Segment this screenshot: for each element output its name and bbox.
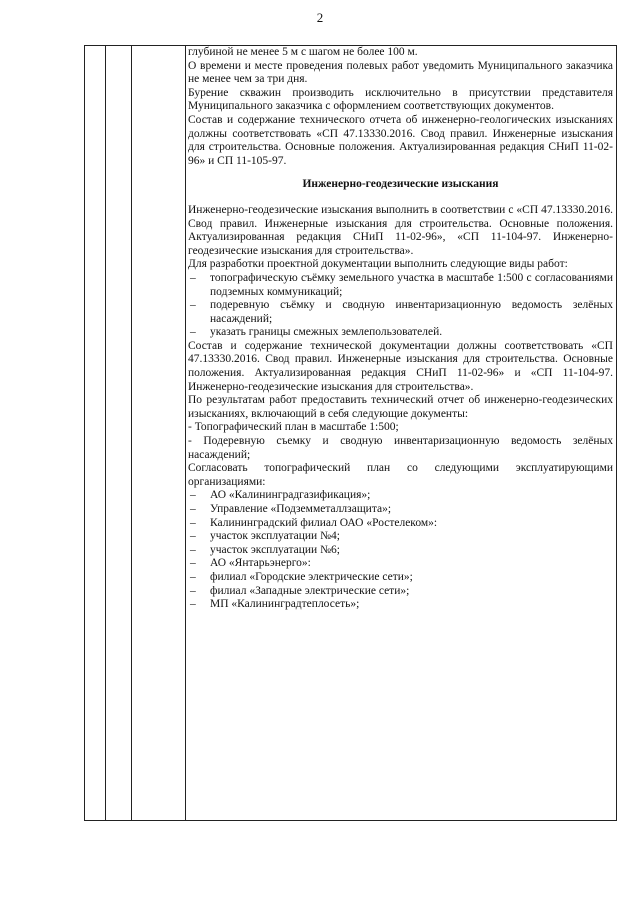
list-item: – Калининградский филиал ОАО «Ростелеком»: <box>188 517 613 531</box>
list-item: – Управление «Подземметаллзащита»; <box>188 503 613 517</box>
list-item: – топографическую съёмку земельного участка в масштабе 1:500 с согласованиями подземных коммуникаций; <box>188 272 613 299</box>
list-item: – АО «Янтарьэнерго»: <box>188 557 613 571</box>
list-item: – филиал «Западные электрические сети»; <box>188 585 613 599</box>
list-item: – АО «Калининградгазификация»; <box>188 489 613 503</box>
paragraph: По результатам работ предоставить технический отчет об инженерно-геодезических изысканиях, включающий в себя следующие документы: <box>188 394 613 420</box>
table-column-divider <box>131 46 132 820</box>
table-column-divider <box>105 46 106 820</box>
paragraph: Инженерно-геодезические изыскания выполнить в соответствии с «СП 47.13330.2016. Свод правил. Инженерные изыскания для строительства. Основные положения. Актуализированная редакция СНиП 11-02-96», «СП 11-104-97. Инженерно-геодезические изыскания для строительства». <box>188 203 613 257</box>
list-item: – участок эксплуатации №4; <box>188 530 613 544</box>
list-item: – указать границы смежных землепользователей. <box>188 326 613 340</box>
paragraph: О времени и месте проведения полевых работ уведомить Муниципального заказчика не менее чем за три дня. <box>188 59 613 86</box>
list-item: – участок эксплуатации №6; <box>188 544 613 558</box>
paragraph: - Топографический план в масштабе 1:500; <box>188 421 399 434</box>
paragraph: Для разработки проектной документации выполнить следующие виды работ: <box>188 258 568 271</box>
paragraph: глубиной не менее 5 м с шагом не более 100 м. <box>188 46 418 58</box>
spacer <box>188 168 613 175</box>
list-item: – филиал «Городские электрические сети»; <box>188 571 613 585</box>
table-cell-content <box>188 46 613 612</box>
paragraph: - Подеревную съемку и сводную инвентаризационную ведомость зелёных насаждений; <box>188 435 613 461</box>
list-item: – подеревную съёмку и сводную инвентаризационную ведомость зелёных насаждений; <box>188 299 613 326</box>
page-number: 2 <box>316 10 324 25</box>
list-item: – МП «Калининградтеплосеть»; <box>188 598 613 612</box>
paragraph: Согласовать топографический план со следующими эксплуатирующими организациями: <box>188 462 613 488</box>
table-column-divider <box>185 46 186 820</box>
paragraph: Состав и содержание технической документации должны соответствовать «СП 47.13330.2016. Свод правил. Инженерные изыскания для строительства. Основные положения. Актуализированная редакция СНиП 11-02-96» и «СП 11-104-97. Инженерно-геодезические изыскания для строительства». <box>188 339 613 393</box>
paragraph: Состав и содержание технического отчета об инженерно-геологических изысканиях должны соответствовать «СП 47.13330.2016. Свод правил. Инженерные изыскания для строительства. Основные положения. Актуализированная редакция СНиП 11-02-96» и СП 11-105-97. <box>188 113 613 167</box>
paragraph: Бурение скважин производить исключительно в присутствии представителя Муниципального заказчика с оформлением соответствующих документов. <box>188 86 613 113</box>
section-heading: Инженерно-геодезические изыскания <box>302 178 499 191</box>
